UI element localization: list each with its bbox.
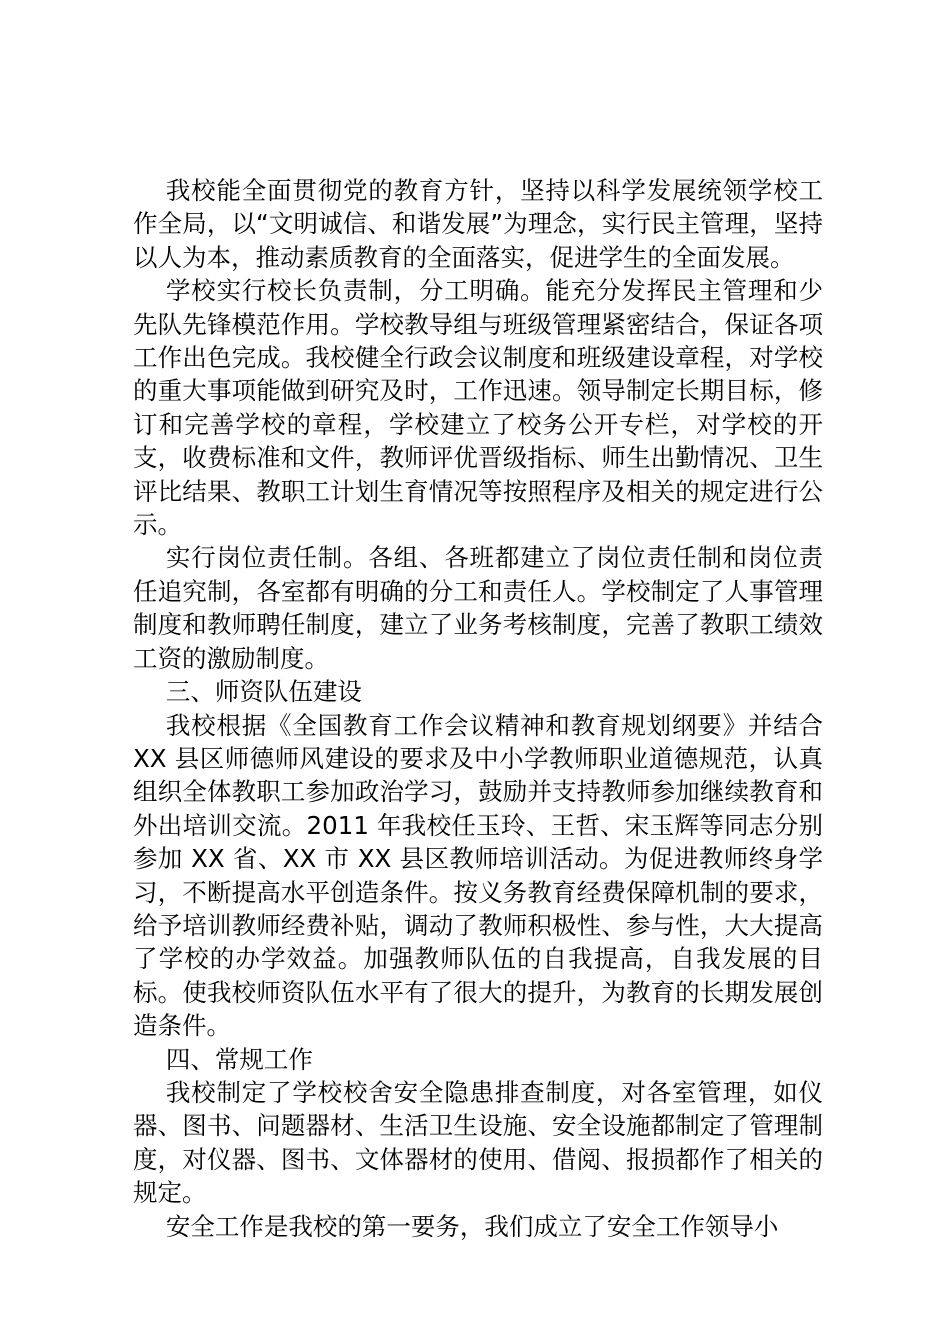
paragraph-post-responsibility: 实行岗位责任制。各组、各班都建立了岗位责任制和岗位责任追究制，各室都有明确的分工和责任人。学校制定了人事管理制度和教师聘任制度，建立了业务考核制度，完善了教职工绩效工资的激励制度。 — [133, 543, 823, 673]
section-heading-routine-work: 四、常规工作 — [165, 1044, 313, 1074]
section-heading-teacher-team: 三、师资队伍建设 — [165, 677, 362, 707]
paragraph-principal-responsibility: 学校实行校长负责制，分工明确。能充分发挥民主管理和少先队先锋模范作用。学校教导组与班级管理紧密结合，保证各项工作出色完成。我校健全行政会议制度和班级建设章程，对学校的重大事项能做到研究及时，工作迅速。领导制定长期目标，修订和完善学校的章程，学校建立了校务公开专栏，对学校的开支，收费标准和文件，教师评优晋级指标、师生出勤情况、卫生评比结果、教职工计划生育情况等按照程序及相关的规定进行公示。 — [133, 276, 823, 540]
paragraph-school-policy: 我校能全面贯彻党的教育方针，坚持以科学发展统领学校工作全局，以“文明诚信、和谐发展”为理念，实行民主管理，坚持以人为本，推动素质教育的全面落实，促进学生的全面发展。 — [133, 176, 823, 272]
paragraph-safety-inspection: 我校制定了学校校舍安全隐患排查制度，对各室管理，如仪器、图书、问题器材、生活卫生设施、安全设施都制定了管理制度，对仪器、图书、文体器材的使用、借阅、报损都作了相关的规定。 — [133, 1077, 823, 1208]
paragraph-teacher-training: 我校根据《全国教育工作会议精神和教育规划纲要》并结合 XX 县区师德师风建设的要求及中小学教师职业道德规范，认真组织全体教职工参加政治学习，鼓励并支持教师参加继续教育和外出培训交流。2011 年我校任玉玲、王哲、宋玉辉等同志分别参加 XX 省、XX 市 XX 县区教师培训活动。为促进教师终身学习，不断提高水平创造条件。按义务教育经费保障机制的要求，给予培训教师经费补贴，调动了教师积极性、参与性，大大提高了学校的办学效益。加强教师队伍的自我提高，自我发展的目标。使我校师资队伍水平有了很大的提升，为教育的长期发展创造条件。 — [133, 710, 823, 1041]
document-body — [133, 174, 823, 1243]
paragraph-safety-work: 安全工作是我校的第一要务，我们成立了安全工作领导小 — [165, 1211, 779, 1241]
